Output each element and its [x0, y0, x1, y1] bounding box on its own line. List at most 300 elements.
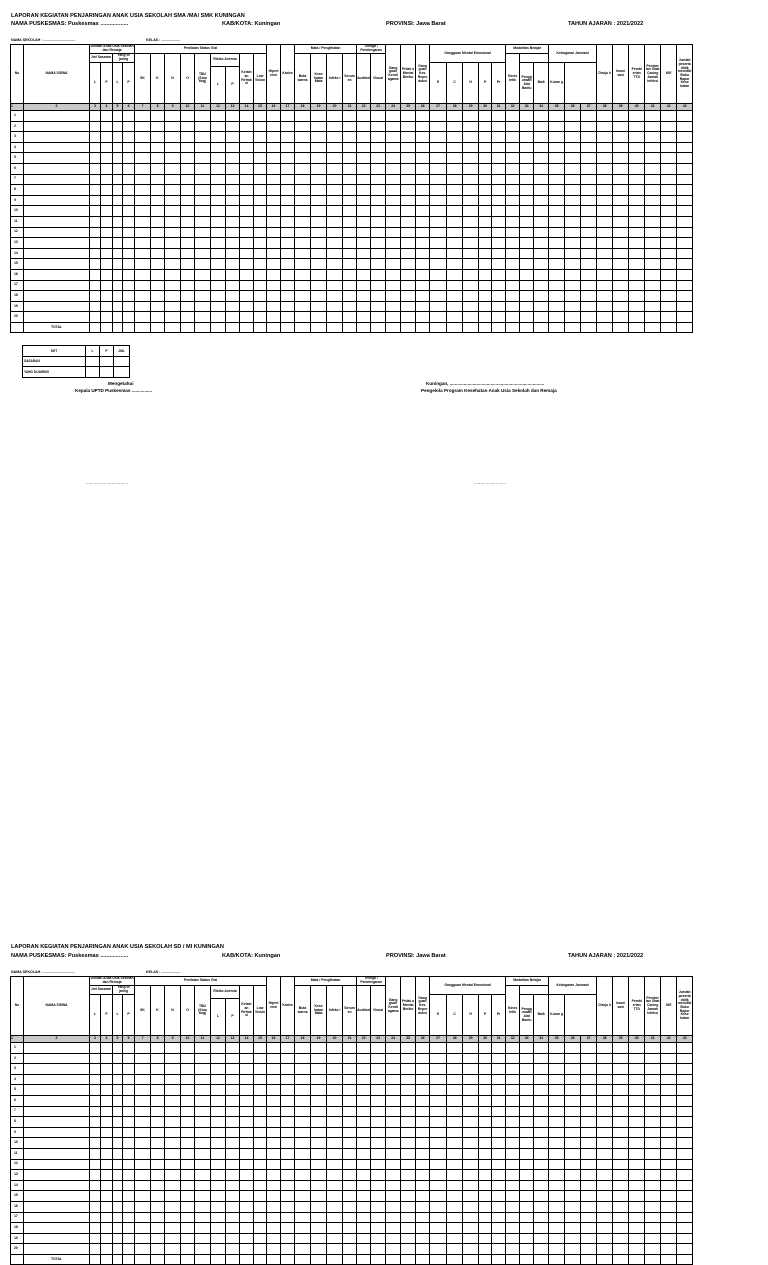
header-gme-pr: Pr [492, 63, 506, 104]
table-cell [165, 1095, 181, 1106]
table-cell [492, 1191, 506, 1202]
table-cell [677, 206, 693, 217]
table-cell [295, 291, 311, 302]
table-cell [90, 269, 101, 280]
column-number: 30 [479, 1036, 492, 1043]
table-cell [211, 291, 226, 302]
table-cell [479, 132, 492, 143]
table-cell [24, 163, 90, 174]
table-cell [581, 1064, 597, 1075]
table-cell [135, 1064, 151, 1075]
table-cell [479, 1170, 492, 1181]
table-cell [401, 1180, 416, 1191]
table-cell [416, 1244, 430, 1255]
signature-right-date: Kuningan, .......................................................................... [426, 381, 545, 386]
table-cell [101, 1244, 113, 1255]
table-cell [357, 312, 371, 323]
table-cell [677, 1085, 693, 1096]
table-cell [101, 291, 113, 302]
table-cell [181, 1212, 195, 1223]
table-cell [479, 248, 492, 259]
table-cell [416, 301, 430, 312]
table-cell [281, 121, 295, 132]
table-cell [549, 280, 565, 291]
table-cell [492, 153, 506, 164]
table-cell [506, 1244, 520, 1255]
table-cell [371, 1064, 386, 1075]
table-cell [226, 163, 240, 174]
column-number: 20 [327, 104, 343, 111]
table-cell [90, 1053, 101, 1064]
table-cell [267, 1074, 281, 1085]
table-cell [113, 1127, 123, 1138]
table-cell [226, 1074, 240, 1085]
table-cell [327, 1159, 343, 1170]
table-cell [327, 1106, 343, 1117]
table-cell [371, 248, 386, 259]
table-cell [506, 1233, 520, 1244]
table-cell [113, 1170, 123, 1181]
table-cell [151, 1064, 165, 1075]
table-cell [195, 1095, 211, 1106]
table-cell [195, 1117, 211, 1128]
table-cell [113, 280, 123, 291]
table-cell [565, 163, 581, 174]
summary-ket: KET [23, 346, 86, 357]
table-cell [677, 1053, 693, 1064]
header-risiko-anemia: Risiko Anemia [211, 986, 240, 999]
table-cell [113, 1233, 123, 1244]
table-cell [430, 1159, 447, 1170]
table-cell [195, 1244, 211, 1255]
table-cell [661, 269, 677, 280]
table-cell [371, 322, 386, 333]
table-cell [581, 1159, 597, 1170]
header-serumen: Serum en [343, 54, 357, 104]
header-hipertensi: Hipert ensi [267, 45, 281, 104]
table-cell [677, 227, 693, 238]
column-number: 34 [534, 104, 549, 111]
table-cell [430, 1148, 447, 1159]
table-cell [371, 1191, 386, 1202]
table-cell [645, 1148, 661, 1159]
table-cell [135, 1191, 151, 1202]
table-cell [581, 1223, 597, 1234]
table-cell [401, 1191, 416, 1202]
table-cell [534, 1095, 549, 1106]
table-cell [401, 1212, 416, 1223]
header-gangguan-kendali: Gang guan Kendi agama [386, 977, 401, 1036]
table-cell [534, 1064, 549, 1075]
header-dijaring-p: P [123, 995, 135, 1036]
table-row [11, 142, 693, 153]
row-number: 19 [11, 1233, 24, 1244]
table-cell [327, 1095, 343, 1106]
table-cell [386, 1148, 401, 1159]
table-cell [401, 301, 416, 312]
table-cell [226, 1180, 240, 1191]
row-number: 5 [11, 1085, 24, 1096]
table-cell [295, 1212, 311, 1223]
table-cell [565, 1212, 581, 1223]
table-cell [447, 269, 463, 280]
table-cell [226, 216, 240, 227]
column-number: 37 [581, 1036, 597, 1043]
table-cell [311, 1212, 327, 1223]
table-cell [506, 1127, 520, 1138]
column-number: 24 [386, 104, 401, 111]
table-cell [534, 1254, 549, 1265]
column-number: 40 [629, 1036, 645, 1043]
table-cell [295, 1053, 311, 1064]
table-cell [254, 1043, 267, 1054]
table-cell [151, 163, 165, 174]
table-cell [581, 1233, 597, 1244]
table-cell [281, 1244, 295, 1255]
table-cell [24, 280, 90, 291]
table-cell [371, 1127, 386, 1138]
table-cell [520, 312, 534, 323]
table-cell [113, 248, 123, 259]
table-cell [565, 1064, 581, 1075]
report2-puskesmas-name: NAMA PUSKESMAS: Puskesmas .................. [11, 953, 129, 959]
row-number: 2 [11, 121, 24, 132]
table-cell [90, 259, 101, 270]
table-cell [661, 1095, 677, 1106]
table-cell [492, 248, 506, 259]
table-cell [613, 1244, 629, 1255]
table-cell [463, 227, 479, 238]
table-cell [311, 259, 327, 270]
table-cell [357, 195, 371, 206]
table-cell [447, 195, 463, 206]
table-cell [123, 1138, 135, 1149]
table-cell [254, 1053, 267, 1064]
table-cell [195, 1127, 211, 1138]
table-cell [371, 142, 386, 153]
table-cell [226, 312, 240, 323]
table-cell [479, 1212, 492, 1223]
table-cell [447, 1170, 463, 1181]
table-cell [506, 1138, 520, 1149]
table-cell [492, 121, 506, 132]
table-cell [151, 216, 165, 227]
header-visual: Visual [371, 54, 386, 104]
header-anemia-p: P [226, 999, 240, 1036]
table-cell [581, 1138, 597, 1149]
table-cell [211, 1201, 226, 1212]
table-cell [597, 195, 613, 206]
table-cell [24, 1180, 90, 1191]
table-row [11, 259, 693, 270]
table-cell [357, 153, 371, 164]
table-cell [386, 1064, 401, 1075]
table-cell [645, 259, 661, 270]
table-cell [645, 121, 661, 132]
table-cell [226, 1233, 240, 1244]
table-cell [479, 1180, 492, 1191]
table-cell [629, 248, 645, 259]
report2-screening-table [10, 976, 693, 1265]
table-cell [430, 216, 447, 227]
table-cell [151, 206, 165, 217]
table-cell [24, 1212, 90, 1223]
table-cell [613, 153, 629, 164]
table-cell [549, 1159, 565, 1170]
table-cell [661, 1212, 677, 1223]
table-cell [447, 216, 463, 227]
column-number: 7 [135, 104, 151, 111]
table-cell [613, 1180, 629, 1191]
table-cell [416, 1254, 430, 1265]
table-cell [479, 1159, 492, 1170]
table-cell [165, 1074, 181, 1085]
column-number: 18 [295, 1036, 311, 1043]
table-cell [327, 322, 343, 333]
table-cell [90, 142, 101, 153]
table-cell [447, 1223, 463, 1234]
table-cell [581, 259, 597, 270]
column-number: 29 [463, 1036, 479, 1043]
table-cell [113, 291, 123, 302]
table-cell [479, 1043, 492, 1054]
table-cell [677, 1159, 693, 1170]
table-cell [123, 238, 135, 249]
table-cell [492, 1043, 506, 1054]
table-cell [211, 1223, 226, 1234]
table-cell [90, 185, 101, 196]
table-cell [401, 1074, 416, 1085]
header-o: O [181, 54, 195, 104]
table-cell [113, 163, 123, 174]
summary-cell [100, 367, 114, 378]
signature-left-line: ................................. [86, 480, 129, 485]
table-cell [357, 1064, 371, 1075]
header-jumlah-anak: Jumlah Anak Usia Sekolah dan Remaja [90, 976, 134, 984]
table-cell [597, 1233, 613, 1244]
table-cell [311, 238, 327, 249]
table-cell [123, 1085, 135, 1096]
table-cell [90, 1159, 101, 1170]
table-cell [101, 195, 113, 206]
table-cell [506, 227, 520, 238]
table-cell [113, 132, 123, 143]
table-cell [226, 185, 240, 196]
table-cell [463, 111, 479, 122]
row-number: 16 [11, 1201, 24, 1212]
table-cell [463, 1043, 479, 1054]
table-cell [661, 153, 677, 164]
table-cell [430, 1138, 447, 1149]
header-karies: Karies [281, 977, 295, 1036]
table-cell [240, 1254, 254, 1265]
table-cell [295, 1148, 311, 1159]
table-cell [492, 322, 506, 333]
table-cell [534, 280, 549, 291]
table-cell [447, 174, 463, 185]
table-cell [240, 1201, 254, 1212]
table-cell [549, 1106, 565, 1117]
column-number: 43 [677, 104, 693, 111]
table-cell [677, 1201, 693, 1212]
table-cell [24, 1170, 90, 1181]
table-cell [295, 1201, 311, 1212]
table-cell [295, 322, 311, 333]
table-cell [581, 227, 597, 238]
table-cell [479, 301, 492, 312]
table-cell [629, 1201, 645, 1212]
table-cell [113, 1064, 123, 1075]
table-cell [520, 111, 534, 122]
table-cell [520, 1191, 534, 1202]
table-cell [430, 1106, 447, 1117]
column-number: 30 [479, 104, 492, 111]
table-cell [386, 238, 401, 249]
table-cell [357, 259, 371, 270]
table-cell [90, 1212, 101, 1223]
table-cell [613, 132, 629, 143]
table-cell [479, 1053, 492, 1064]
table-row [11, 174, 693, 185]
table-cell [195, 301, 211, 312]
table-cell [506, 142, 520, 153]
table-cell [581, 1053, 597, 1064]
table-cell [295, 206, 311, 217]
table-cell [677, 132, 693, 143]
table-cell [226, 1191, 240, 1202]
table-cell [492, 1159, 506, 1170]
table-cell [295, 227, 311, 238]
table-cell [597, 1201, 613, 1212]
table-cell [479, 1138, 492, 1149]
table-cell [195, 312, 211, 323]
table-cell [281, 1159, 295, 1170]
table-cell [295, 1191, 311, 1202]
table-cell [597, 1095, 613, 1106]
table-cell [181, 185, 195, 196]
table-cell [281, 227, 295, 238]
table-cell [549, 163, 565, 174]
table-cell [371, 163, 386, 174]
row-number: 10 [11, 206, 24, 217]
table-cell [327, 291, 343, 302]
table-cell [401, 1159, 416, 1170]
table-cell [371, 1223, 386, 1234]
header-low-vision: Low Vision [254, 986, 267, 1036]
table-cell [113, 1117, 123, 1128]
table-cell [371, 1053, 386, 1064]
table-cell [327, 1148, 343, 1159]
table-cell [581, 1117, 597, 1128]
table-cell [534, 301, 549, 312]
table-cell [24, 111, 90, 122]
table-cell [240, 195, 254, 206]
row-number: 8 [11, 185, 24, 196]
table-cell [240, 1180, 254, 1191]
table-cell [165, 1043, 181, 1054]
table-cell [327, 1201, 343, 1212]
tahun-ajaran: TAHUN AJARAN : 2021/2022 [568, 21, 644, 27]
table-row [11, 1064, 693, 1075]
table-cell [311, 1064, 327, 1075]
table-cell [492, 1212, 506, 1223]
table-cell [123, 312, 135, 323]
table-cell [463, 269, 479, 280]
report2-kelas: KELAS : ................... [146, 970, 181, 974]
table-cell [240, 1064, 254, 1075]
table-cell [549, 174, 565, 185]
table-cell [267, 1233, 281, 1244]
table-cell [267, 185, 281, 196]
table-cell [520, 301, 534, 312]
table-cell [463, 216, 479, 227]
table-cell [597, 1148, 613, 1159]
table-cell [357, 174, 371, 185]
row-number: 14 [11, 1180, 24, 1191]
column-number: 20 [327, 1036, 343, 1043]
column-number: 24 [386, 1036, 401, 1043]
table-cell [677, 153, 693, 164]
table-cell [24, 1233, 90, 1244]
table-cell [181, 1043, 195, 1054]
row-number: 12 [11, 227, 24, 238]
table-cell [281, 163, 295, 174]
table-cell [401, 1095, 416, 1106]
table-cell [113, 185, 123, 196]
table-cell [90, 163, 101, 174]
table-cell [506, 1201, 520, 1212]
table-cell [597, 163, 613, 174]
table-cell [520, 1106, 534, 1117]
table-cell [181, 1127, 195, 1138]
summary-cell [100, 356, 114, 367]
header-modalitas: Modalitas Belajar [506, 45, 549, 54]
table-cell [520, 1170, 534, 1181]
header-dijaring-p: P [123, 63, 135, 104]
table-row [11, 1201, 693, 1212]
table-cell [101, 248, 113, 259]
table-cell [371, 227, 386, 238]
table-cell [165, 227, 181, 238]
table-cell [613, 322, 629, 333]
table-cell [295, 1106, 311, 1117]
table-cell [254, 174, 267, 185]
table-cell [101, 301, 113, 312]
column-number: 31 [492, 104, 506, 111]
table-cell [135, 1170, 151, 1181]
table-cell [295, 1127, 311, 1138]
summary-cell [114, 367, 130, 378]
table-cell [534, 248, 549, 259]
table-cell [371, 312, 386, 323]
header-n: N [165, 986, 181, 1036]
table-cell [343, 301, 357, 312]
table-cell [226, 248, 240, 259]
table-cell [195, 280, 211, 291]
table-cell [613, 259, 629, 270]
table-cell [181, 111, 195, 122]
table-cell [386, 1043, 401, 1054]
table-cell [240, 111, 254, 122]
signature-left-role: Kepala UPTD Puskesmas ................ [75, 388, 153, 393]
table-cell [613, 174, 629, 185]
table-cell [195, 163, 211, 174]
column-number: 9 [165, 104, 181, 111]
table-cell [506, 1148, 520, 1159]
column-number: 21 [343, 104, 357, 111]
table-cell [267, 153, 281, 164]
table-cell [629, 322, 645, 333]
